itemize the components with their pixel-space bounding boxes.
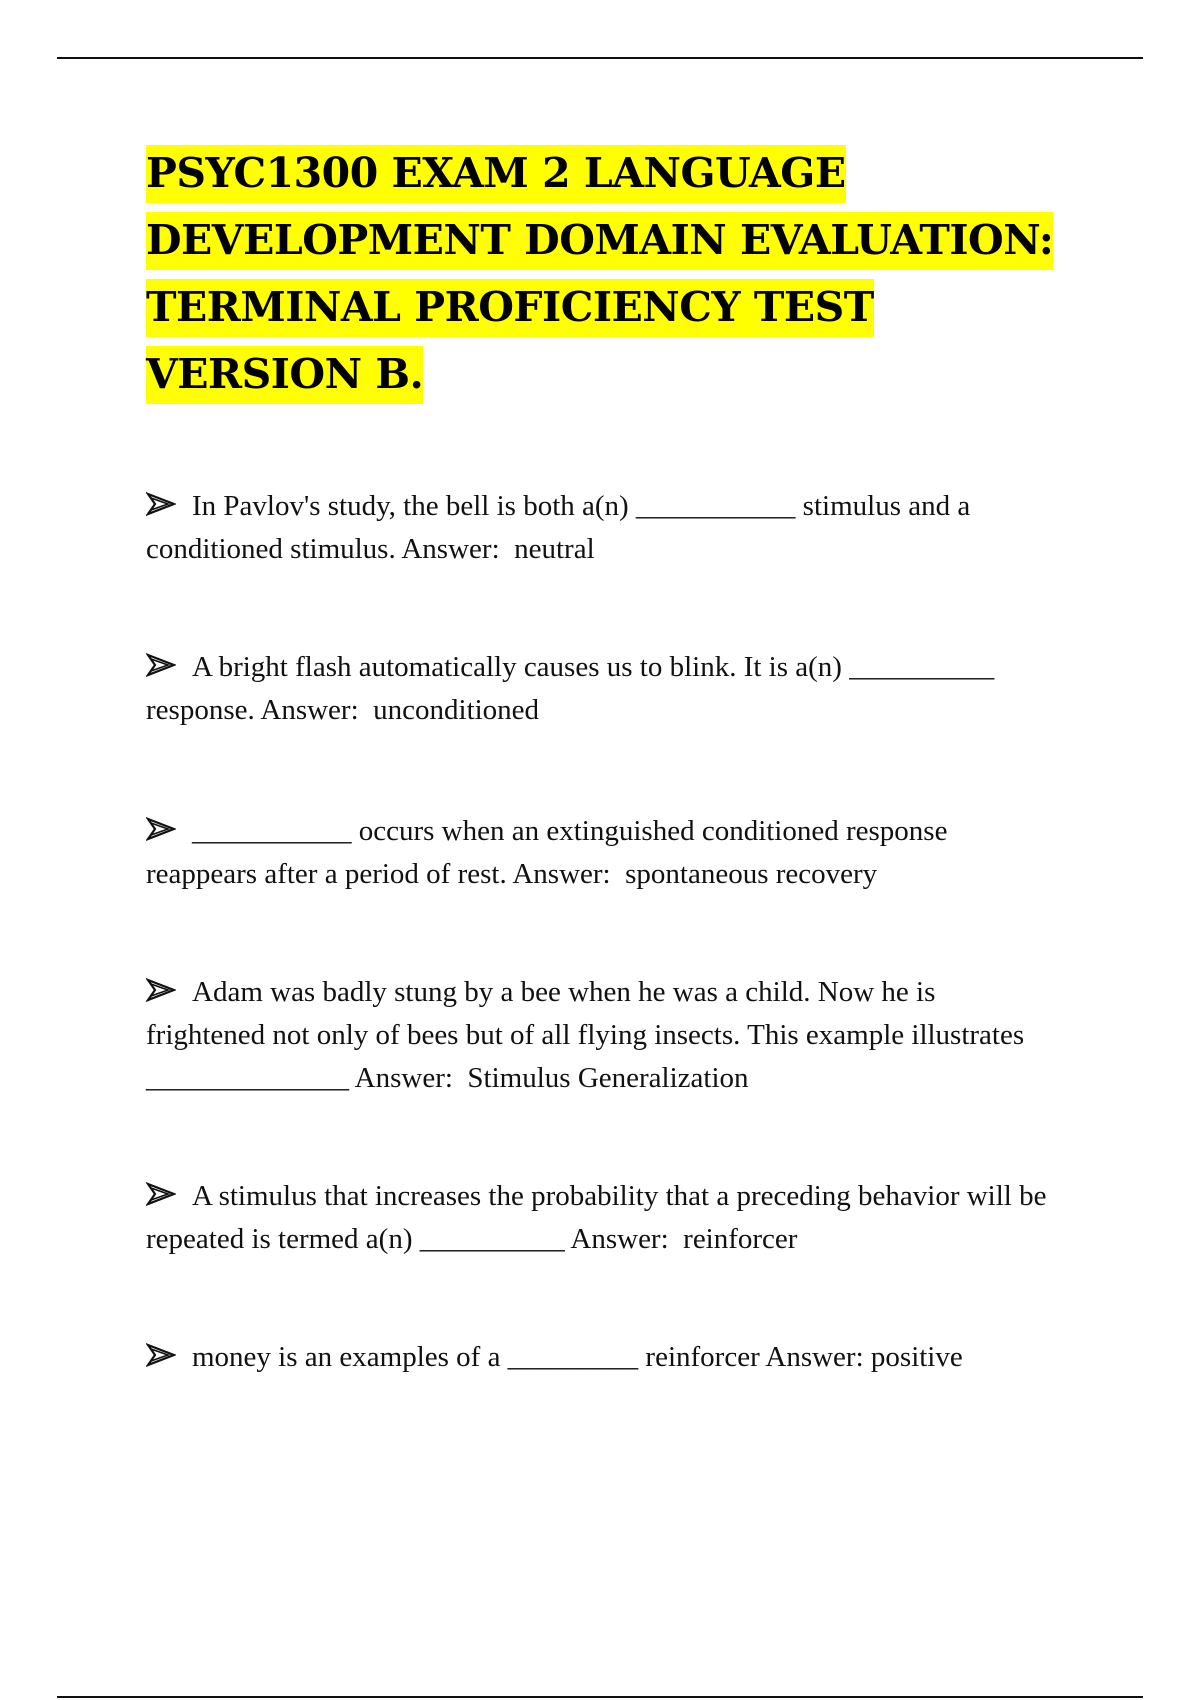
question-text: In Pavlov's study, the bell is both a(n) ___________ stimulus and a conditioned stimulus. Answer: bbox=[146, 490, 971, 565]
answer-text: neutral bbox=[514, 533, 595, 565]
arrowhead-bullet-icon bbox=[146, 1182, 176, 1206]
answer-text: reinforcer bbox=[683, 1223, 798, 1255]
bottom-rule bbox=[57, 1696, 1143, 1698]
answer-text: unconditioned bbox=[373, 694, 540, 726]
answer-text: Stimulus Generalization bbox=[467, 1062, 749, 1094]
arrowhead-bullet-icon bbox=[146, 492, 176, 516]
question-text: Adam was badly stung by a bee when he was a child. Now he is frightened not only of bees but of all flying insects. This example illustrates ______________ Answer: bbox=[146, 976, 1025, 1094]
title-highlight: PSYC1300 EXAM 2 LANGUAGE DEVELOPMENT DOMAIN EVALUATION: TERMINAL PROFICIENCY TEST VERSION B. bbox=[146, 145, 1053, 404]
question-item bbox=[146, 485, 1051, 571]
question-item bbox=[146, 1175, 1051, 1261]
question-item bbox=[146, 646, 1051, 732]
arrowhead-bullet-icon bbox=[146, 653, 176, 677]
answer-text: spontaneous recovery bbox=[625, 858, 878, 890]
answer-text: positive bbox=[870, 1341, 963, 1373]
document-title bbox=[146, 140, 1076, 408]
question-text: ___________ occurs when an extinguished conditioned response reappears after a period of rest. Answer: bbox=[146, 815, 948, 890]
arrowhead-bullet-icon bbox=[146, 978, 176, 1002]
top-rule bbox=[57, 57, 1143, 59]
question-item bbox=[146, 1336, 1051, 1379]
question-list bbox=[146, 485, 1051, 1379]
question-text: A stimulus that increases the probability that a preceding behavior will be repeated is termed a(n) __________ Answer: bbox=[146, 1180, 1047, 1255]
question-text: A bright flash automatically causes us to blink. It is a(n) __________ response. Answer: bbox=[146, 651, 995, 726]
arrowhead-bullet-icon bbox=[146, 817, 176, 841]
arrowhead-bullet-icon bbox=[146, 1343, 176, 1367]
question-item bbox=[146, 971, 1051, 1100]
question-item bbox=[146, 810, 1051, 896]
question-text: money is an examples of a _________ reinforcer Answer: bbox=[192, 1341, 864, 1373]
